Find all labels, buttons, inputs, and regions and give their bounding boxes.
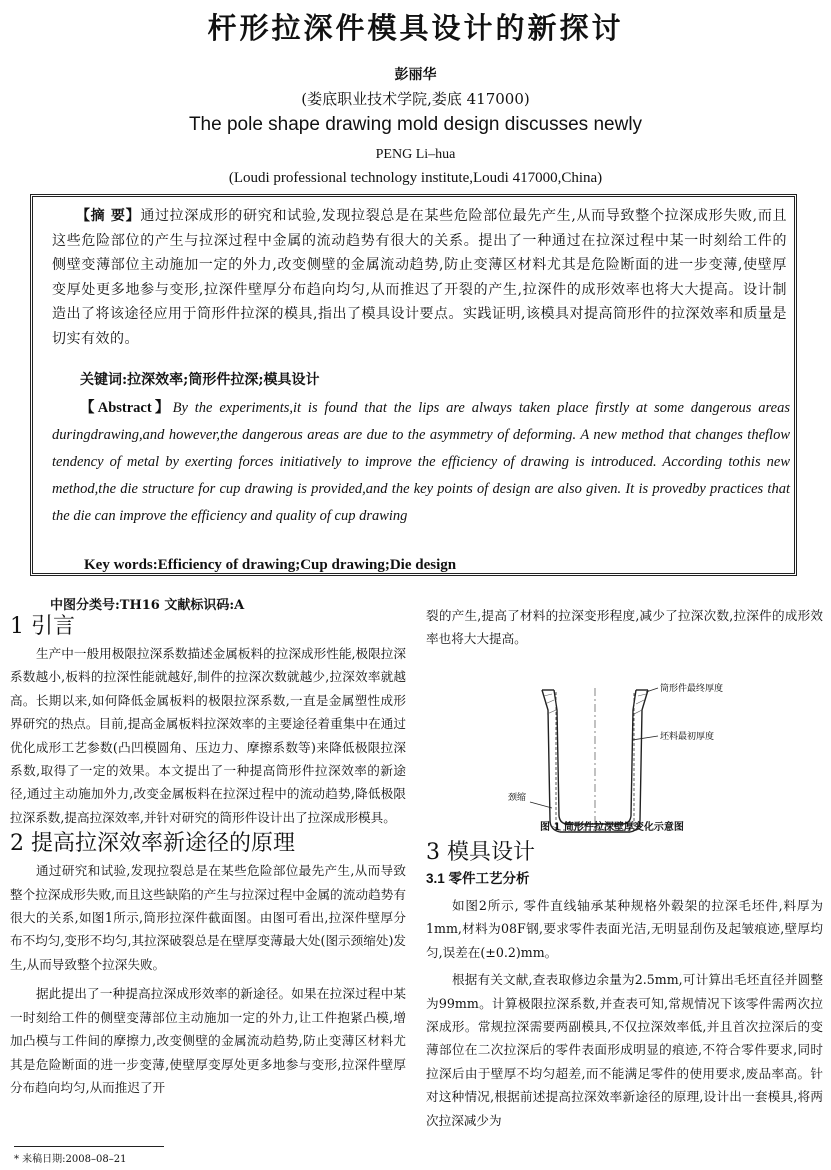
- section-2-paragraph-2: 据此提出了一种提高拉深成形效率的新途径。如果在拉深过程中某一时刻给工件的侧壁变薄部位主动施加一定的外力,让工件抱紧凸模,增加凸模与工件间的摩擦力,改变侧壁的金属流动趋势,防止变薄区材料尤其是危险断面的进一步变薄,使壁厚变厚处更多地参与变形,拉深件壁厚分布趋向均匀,从而推迟了开: [10, 986, 406, 1095]
- section-3-1-heading: 3.1 零件工艺分析: [426, 871, 530, 886]
- section-3-1-paragraph-1: 如图2所示, 零件直线轴承某种规格外毂架的拉深毛坯件,料厚为1mm,材料为08F钢,要求零件表面光洁,无明显刮伤及起皱痕迹,壁厚均匀,误差在(±0.2)mm。: [426, 898, 823, 960]
- section-1-heading: 1 引言: [10, 614, 75, 639]
- abstract-en-text: By the experiments,it is found that the lips are always taken place firstly at some dangerous areas duringdrawing,and however,the dangerous areas are due to the asymmetry of deforming. A new method that changes theflow tendency of metal by exerting forces initiatively to improve the efficiency of drawing is introduced. According tothis new method,the die structure for cup drawing is provided,and the key points of design are also given. It is provedby practices that the die can improve the efficiency and quality of cup drawing: [52, 400, 790, 524]
- abstract-cn-text: 通过拉深成形的研究和试验,发现拉裂总是在某些危险部位最先产生,从而导致整个拉深成形失败,而且这些危险部位的产生与拉深过程中金属的流动趋势有很大的关系。提出了一种通过在拉深过程中某一时刻给工件的侧壁变薄部位主动施加一定的外力,改变侧壁的金属流动趋势,防止变薄区材料尤其是危险断面的进一步变薄,使壁厚变厚处更多地参与变形,拉深件壁厚分布趋向均匀,从而推迟了开裂的产生,拉深件的成形效率也将大大提高。设计制造出了将该途径应用于筒形件拉深的模具,指出了模具设计要点。实践证明,该模具对提高筒形件的拉深效率和质量是切实有效的。: [52, 208, 787, 347]
- paper-title: 杆形拉深件模具设计的新探讨: [207, 11, 624, 45]
- author-name: 彭丽华: [394, 67, 437, 83]
- left-column: [10, 612, 406, 1099]
- label-initial-thickness: 坯料最初厚度: [660, 732, 715, 742]
- section-2-paragraph-1: 通过研究和试验,发现拉裂总是在某些危险部位最先产生,从而导致整个拉深成形失败,而且这些缺陷的产生与拉深过程中金属的流动趋势有很大的关系,如图1所示,筒形拉深件截面图。由图可看出,拉深件壁厚分布不均匀,变形不均匀,其拉深破裂总是在壁厚变薄最大处(图示颈缩处)发生,从而导致整个拉深失败。: [10, 863, 406, 972]
- right-column-top: [426, 604, 823, 651]
- section-3-1-paragraph-2: 根据有关文献,查表取修边余量为2.5mm,可计算出毛坯直径并圆整为99mm。计算极限拉深系数,并查表可知,常规情况下该零件需两次拉深成形。常规拉深需要两副模具,不仅拉深效率低,并且首次拉深后的变薄部位在二次拉深后的零件表面形成明显的痕迹,不符合零件要求,同时拉深后由于壁厚不均匀超差,而不能满足零件的使用要求,废品率高。针对这种情况,根据前述提高拉深效率新途径的原理,设计出一套模具,将两次拉深减少为: [426, 972, 823, 1128]
- abstract-cn-label: 【摘 要】: [76, 208, 141, 224]
- english-title: The pole shape drawing mold design discusses newly: [188, 114, 643, 135]
- keywords-english: Key words:Efficiency of drawing;Cup drawing;Die design: [84, 557, 457, 573]
- right-column-bottom: [426, 838, 823, 1132]
- label-final-thickness: 筒形件最终厚度: [660, 684, 724, 694]
- footnote-divider: [14, 1146, 164, 1147]
- received-date-footnote: * 来稿日期:2008–08–21: [14, 1154, 127, 1165]
- english-author: PENG Li–hua: [375, 147, 456, 162]
- label-neck: 颈缩: [508, 793, 527, 803]
- abstract-chinese: [52, 204, 787, 351]
- continued-paragraph: 裂的产生,提高了材料的拉深变形程度,减少了拉深次数,拉深件的成形效率也将大大提高。: [426, 608, 823, 647]
- figure-1-caption: 图 1 筒形件拉深壁厚变化示意图: [540, 822, 684, 833]
- abstract-en-label: 【Abstract】: [80, 400, 173, 416]
- abstract-english: [52, 395, 790, 530]
- english-affiliation: (Loudi professional technology institute,Loudi 417000,China): [228, 170, 603, 186]
- section-2-heading: 2 提高拉深效率新途径的原理: [10, 831, 295, 857]
- keywords-chinese: 关键词:拉深效率;筒形件拉深;模具设计: [80, 372, 320, 388]
- blank-outline: [556, 692, 634, 830]
- section-3-heading: 3 模具设计: [426, 840, 535, 865]
- author-affiliation: (娄底职业技术学院,娄底 417000): [301, 90, 530, 108]
- section-1-paragraph: 生产中一般用极限拉深系数描述金属板料的拉深成形性能,极限拉深系数越小,板料的拉深性能就越好,制件的拉深次数就越少,拉深效率就越高。长期以来,如何降低金属板料的极限拉深系数,一直是金属塑性成形界研究的热点。目前,提高金属板料拉深效率的主要途径着重集中在通过优化成形工艺参数(凸凹模圆角、压边力、摩擦系数等)来降低极限拉深系数,取得了一定的效果。本文提出了一种提高筒形件拉深效率的新途径,通过主动施加外力,改变金属板料在拉深过程中的流动趋势,降低极限拉深系数,提高拉深效率,并针对研究的筒形件设计出了拉深成形模具。: [10, 646, 406, 825]
- classification-codes: 中图分类号:TH16 文献标识码:A: [50, 598, 245, 613]
